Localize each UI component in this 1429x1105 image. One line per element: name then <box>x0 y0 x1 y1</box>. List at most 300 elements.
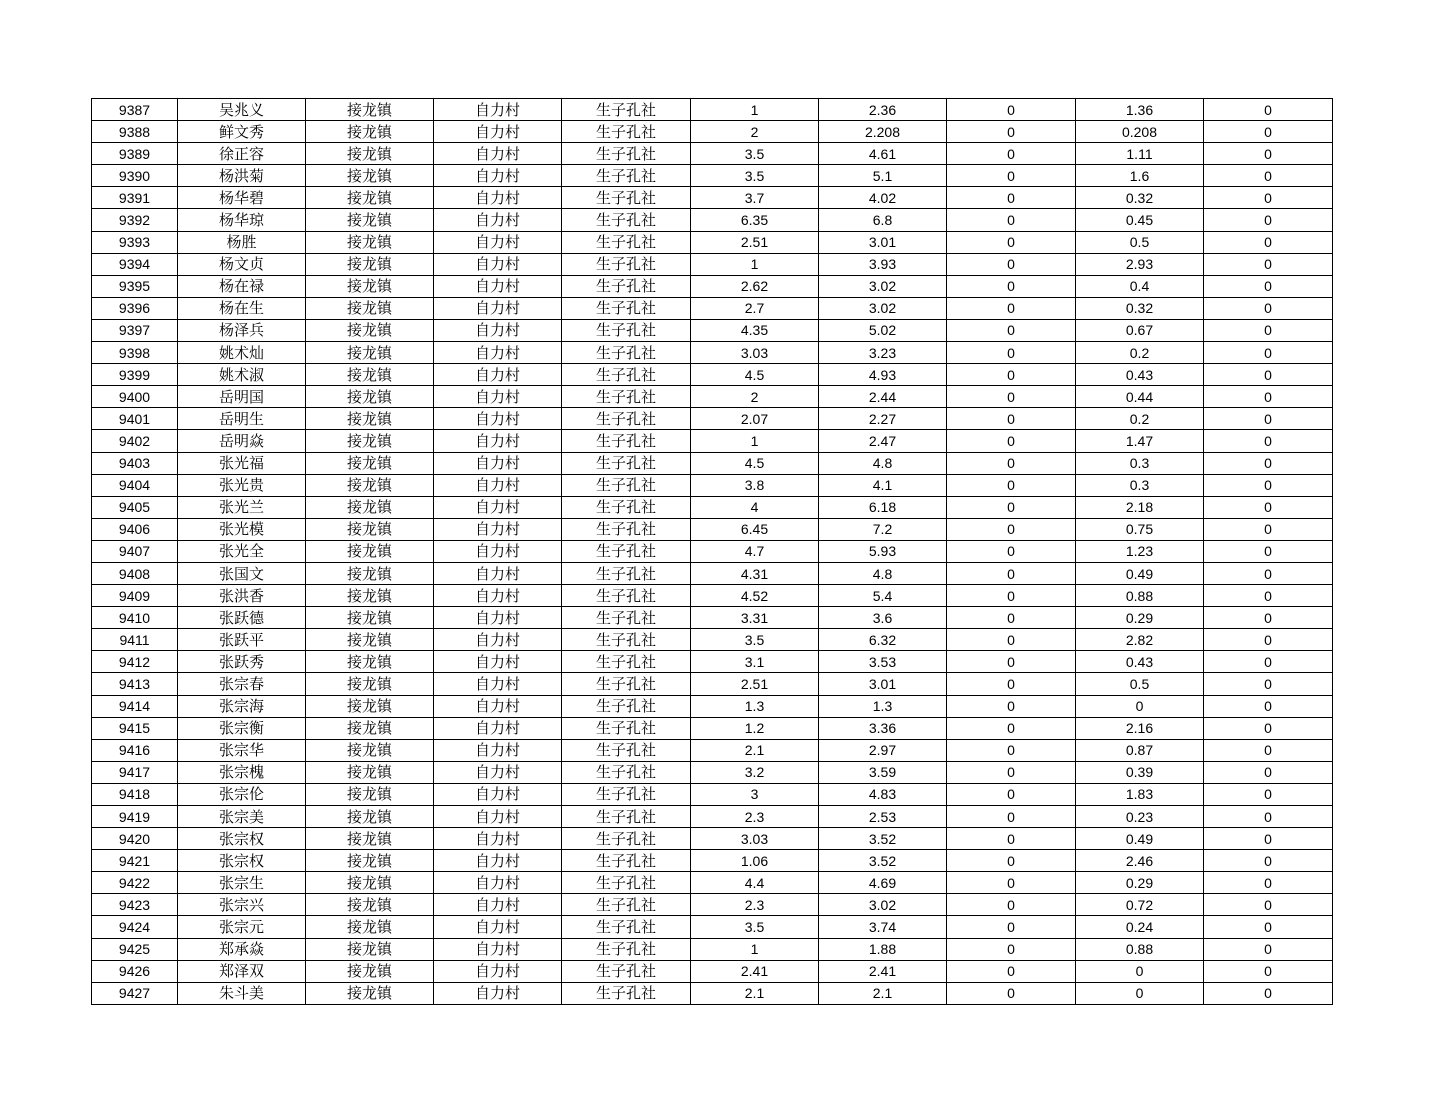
name-cell: 张跃德 <box>178 607 306 629</box>
row-id-cell: 9407 <box>92 540 178 562</box>
town-cell: 接龙镇 <box>306 518 434 540</box>
name-cell: 张宗美 <box>178 806 306 828</box>
value-5-cell: 0 <box>1204 143 1333 165</box>
value-2-cell: 4.1 <box>819 474 947 496</box>
value-3-cell: 0 <box>947 319 1076 341</box>
value-5-cell: 0 <box>1204 850 1333 872</box>
value-3-cell: 0 <box>947 695 1076 717</box>
data-table <box>91 98 1333 1005</box>
row-id-cell: 9418 <box>92 783 178 805</box>
value-2-cell: 1.88 <box>819 938 947 960</box>
group-cell: 生子孔社 <box>562 739 691 761</box>
row-id-cell: 9406 <box>92 518 178 540</box>
table-row <box>92 496 1333 518</box>
value-2-cell: 3.02 <box>819 297 947 319</box>
group-cell: 生子孔社 <box>562 187 691 209</box>
value-4-cell: 0.32 <box>1076 297 1204 319</box>
value-1-cell: 1 <box>691 99 819 121</box>
table-row <box>92 673 1333 695</box>
value-3-cell: 0 <box>947 938 1076 960</box>
village-cell: 自力村 <box>434 297 562 319</box>
row-id-cell: 9426 <box>92 960 178 982</box>
value-2-cell: 4.8 <box>819 452 947 474</box>
group-cell: 生子孔社 <box>562 894 691 916</box>
row-id-cell: 9412 <box>92 651 178 673</box>
value-1-cell: 2.1 <box>691 739 819 761</box>
value-1-cell: 3 <box>691 783 819 805</box>
town-cell: 接龙镇 <box>306 540 434 562</box>
table-row <box>92 806 1333 828</box>
village-cell: 自力村 <box>434 982 562 1004</box>
town-cell: 接龙镇 <box>306 430 434 452</box>
value-1-cell: 1.06 <box>691 850 819 872</box>
value-2-cell: 5.02 <box>819 319 947 341</box>
value-2-cell: 2.44 <box>819 386 947 408</box>
value-4-cell: 0.44 <box>1076 386 1204 408</box>
village-cell: 自力村 <box>434 629 562 651</box>
village-cell: 自力村 <box>434 894 562 916</box>
table-row <box>92 607 1333 629</box>
row-id-cell: 9387 <box>92 99 178 121</box>
value-3-cell: 0 <box>947 562 1076 584</box>
table-row <box>92 342 1333 364</box>
name-cell: 杨泽兵 <box>178 319 306 341</box>
village-cell: 自力村 <box>434 562 562 584</box>
value-4-cell: 0 <box>1076 695 1204 717</box>
row-id-cell: 9413 <box>92 673 178 695</box>
town-cell: 接龙镇 <box>306 982 434 1004</box>
name-cell: 张宗生 <box>178 872 306 894</box>
value-2-cell: 3.52 <box>819 828 947 850</box>
table-row <box>92 518 1333 540</box>
value-1-cell: 2.3 <box>691 894 819 916</box>
name-cell: 朱斗美 <box>178 982 306 1004</box>
group-cell: 生子孔社 <box>562 99 691 121</box>
value-5-cell: 0 <box>1204 717 1333 739</box>
value-2-cell: 3.36 <box>819 717 947 739</box>
value-1-cell: 4.31 <box>691 562 819 584</box>
name-cell: 张宗槐 <box>178 761 306 783</box>
value-3-cell: 0 <box>947 342 1076 364</box>
name-cell: 张宗元 <box>178 916 306 938</box>
row-id-cell: 9402 <box>92 430 178 452</box>
group-cell: 生子孔社 <box>562 960 691 982</box>
value-2-cell: 3.23 <box>819 342 947 364</box>
town-cell: 接龙镇 <box>306 629 434 651</box>
name-cell: 杨胜 <box>178 231 306 253</box>
row-id-cell: 9421 <box>92 850 178 872</box>
value-1-cell: 1 <box>691 430 819 452</box>
group-cell: 生子孔社 <box>562 342 691 364</box>
value-4-cell: 1.23 <box>1076 540 1204 562</box>
town-cell: 接龙镇 <box>306 496 434 518</box>
value-4-cell: 0.45 <box>1076 209 1204 231</box>
village-cell: 自力村 <box>434 607 562 629</box>
value-4-cell: 0.5 <box>1076 673 1204 695</box>
town-cell: 接龙镇 <box>306 960 434 982</box>
village-cell: 自力村 <box>434 474 562 496</box>
value-5-cell: 0 <box>1204 607 1333 629</box>
name-cell: 吴兆义 <box>178 99 306 121</box>
group-cell: 生子孔社 <box>562 872 691 894</box>
village-cell: 自力村 <box>434 253 562 275</box>
value-5-cell: 0 <box>1204 496 1333 518</box>
value-4-cell: 1.11 <box>1076 143 1204 165</box>
name-cell: 张宗海 <box>178 695 306 717</box>
table-row <box>92 364 1333 386</box>
table-row <box>92 629 1333 651</box>
row-id-cell: 9417 <box>92 761 178 783</box>
town-cell: 接龙镇 <box>306 143 434 165</box>
value-1-cell: 1 <box>691 253 819 275</box>
value-4-cell: 1.83 <box>1076 783 1204 805</box>
value-3-cell: 0 <box>947 540 1076 562</box>
value-5-cell: 0 <box>1204 938 1333 960</box>
row-id-cell: 9394 <box>92 253 178 275</box>
value-2-cell: 2.53 <box>819 806 947 828</box>
village-cell: 自力村 <box>434 651 562 673</box>
value-1-cell: 3.2 <box>691 761 819 783</box>
value-2-cell: 4.93 <box>819 364 947 386</box>
value-5-cell: 0 <box>1204 806 1333 828</box>
town-cell: 接龙镇 <box>306 386 434 408</box>
row-id-cell: 9398 <box>92 342 178 364</box>
table-row <box>92 121 1333 143</box>
value-2-cell: 5.1 <box>819 165 947 187</box>
value-3-cell: 0 <box>947 386 1076 408</box>
value-4-cell: 1.6 <box>1076 165 1204 187</box>
village-cell: 自力村 <box>434 960 562 982</box>
value-5-cell: 0 <box>1204 982 1333 1004</box>
group-cell: 生子孔社 <box>562 452 691 474</box>
village-cell: 自力村 <box>434 916 562 938</box>
name-cell: 鲜文秀 <box>178 121 306 143</box>
value-2-cell: 2.47 <box>819 430 947 452</box>
village-cell: 自力村 <box>434 319 562 341</box>
table-row <box>92 894 1333 916</box>
town-cell: 接龙镇 <box>306 474 434 496</box>
table-row <box>92 828 1333 850</box>
town-cell: 接龙镇 <box>306 783 434 805</box>
value-4-cell: 0.39 <box>1076 761 1204 783</box>
group-cell: 生子孔社 <box>562 408 691 430</box>
value-2-cell: 5.93 <box>819 540 947 562</box>
name-cell: 姚术灿 <box>178 342 306 364</box>
value-4-cell: 0.23 <box>1076 806 1204 828</box>
town-cell: 接龙镇 <box>306 165 434 187</box>
value-4-cell: 0.208 <box>1076 121 1204 143</box>
row-id-cell: 9425 <box>92 938 178 960</box>
row-id-cell: 9397 <box>92 319 178 341</box>
village-cell: 自力村 <box>434 761 562 783</box>
value-2-cell: 3.02 <box>819 894 947 916</box>
value-4-cell: 0.43 <box>1076 364 1204 386</box>
table-row <box>92 960 1333 982</box>
name-cell: 杨华琼 <box>178 209 306 231</box>
value-5-cell: 0 <box>1204 275 1333 297</box>
village-cell: 自力村 <box>434 783 562 805</box>
village-cell: 自力村 <box>434 187 562 209</box>
value-4-cell: 0.67 <box>1076 319 1204 341</box>
value-3-cell: 0 <box>947 982 1076 1004</box>
value-5-cell: 0 <box>1204 231 1333 253</box>
value-5-cell: 0 <box>1204 960 1333 982</box>
table-row <box>92 739 1333 761</box>
table-row <box>92 938 1333 960</box>
value-5-cell: 0 <box>1204 209 1333 231</box>
value-5-cell: 0 <box>1204 386 1333 408</box>
value-5-cell: 0 <box>1204 342 1333 364</box>
value-1-cell: 3.8 <box>691 474 819 496</box>
value-3-cell: 0 <box>947 629 1076 651</box>
table-row <box>92 187 1333 209</box>
group-cell: 生子孔社 <box>562 121 691 143</box>
value-2-cell: 6.18 <box>819 496 947 518</box>
row-id-cell: 9415 <box>92 717 178 739</box>
value-2-cell: 5.4 <box>819 585 947 607</box>
value-2-cell: 3.59 <box>819 761 947 783</box>
town-cell: 接龙镇 <box>306 253 434 275</box>
value-1-cell: 2.7 <box>691 297 819 319</box>
table-row <box>92 695 1333 717</box>
value-4-cell: 2.93 <box>1076 253 1204 275</box>
value-3-cell: 0 <box>947 297 1076 319</box>
value-3-cell: 0 <box>947 806 1076 828</box>
value-3-cell: 0 <box>947 452 1076 474</box>
value-4-cell: 0.49 <box>1076 562 1204 584</box>
value-3-cell: 0 <box>947 209 1076 231</box>
row-id-cell: 9416 <box>92 739 178 761</box>
value-4-cell: 0.43 <box>1076 651 1204 673</box>
row-id-cell: 9399 <box>92 364 178 386</box>
value-4-cell: 0.3 <box>1076 474 1204 496</box>
value-3-cell: 0 <box>947 364 1076 386</box>
town-cell: 接龙镇 <box>306 938 434 960</box>
table-row <box>92 143 1333 165</box>
value-4-cell: 0.88 <box>1076 585 1204 607</box>
town-cell: 接龙镇 <box>306 585 434 607</box>
name-cell: 杨在禄 <box>178 275 306 297</box>
value-2-cell: 3.53 <box>819 651 947 673</box>
value-4-cell: 0.88 <box>1076 938 1204 960</box>
group-cell: 生子孔社 <box>562 828 691 850</box>
group-cell: 生子孔社 <box>562 717 691 739</box>
village-cell: 自力村 <box>434 585 562 607</box>
town-cell: 接龙镇 <box>306 187 434 209</box>
value-3-cell: 0 <box>947 783 1076 805</box>
value-3-cell: 0 <box>947 275 1076 297</box>
value-1-cell: 4.5 <box>691 452 819 474</box>
value-1-cell: 3.5 <box>691 143 819 165</box>
name-cell: 张跃平 <box>178 629 306 651</box>
value-3-cell: 0 <box>947 717 1076 739</box>
group-cell: 生子孔社 <box>562 695 691 717</box>
name-cell: 张光兰 <box>178 496 306 518</box>
value-3-cell: 0 <box>947 872 1076 894</box>
row-id-cell: 9424 <box>92 916 178 938</box>
value-3-cell: 0 <box>947 99 1076 121</box>
value-2-cell: 3.74 <box>819 916 947 938</box>
village-cell: 自力村 <box>434 828 562 850</box>
value-1-cell: 4.7 <box>691 540 819 562</box>
value-1-cell: 6.35 <box>691 209 819 231</box>
value-1-cell: 2.3 <box>691 806 819 828</box>
value-2-cell: 4.83 <box>819 783 947 805</box>
village-cell: 自力村 <box>434 386 562 408</box>
value-3-cell: 0 <box>947 607 1076 629</box>
value-5-cell: 0 <box>1204 916 1333 938</box>
table-row <box>92 165 1333 187</box>
name-cell: 岳明生 <box>178 408 306 430</box>
value-5-cell: 0 <box>1204 99 1333 121</box>
value-5-cell: 0 <box>1204 673 1333 695</box>
group-cell: 生子孔社 <box>562 540 691 562</box>
town-cell: 接龙镇 <box>306 364 434 386</box>
town-cell: 接龙镇 <box>306 275 434 297</box>
value-2-cell: 3.52 <box>819 850 947 872</box>
town-cell: 接龙镇 <box>306 651 434 673</box>
value-3-cell: 0 <box>947 739 1076 761</box>
value-1-cell: 1.3 <box>691 695 819 717</box>
row-id-cell: 9422 <box>92 872 178 894</box>
name-cell: 张宗春 <box>178 673 306 695</box>
village-cell: 自力村 <box>434 121 562 143</box>
village-cell: 自力村 <box>434 695 562 717</box>
value-5-cell: 0 <box>1204 121 1333 143</box>
table-row <box>92 319 1333 341</box>
village-cell: 自力村 <box>434 739 562 761</box>
village-cell: 自力村 <box>434 717 562 739</box>
town-cell: 接龙镇 <box>306 452 434 474</box>
value-4-cell: 0 <box>1076 960 1204 982</box>
value-4-cell: 0.72 <box>1076 894 1204 916</box>
row-id-cell: 9409 <box>92 585 178 607</box>
value-2-cell: 4.02 <box>819 187 947 209</box>
value-2-cell: 2.208 <box>819 121 947 143</box>
town-cell: 接龙镇 <box>306 607 434 629</box>
value-2-cell: 3.01 <box>819 231 947 253</box>
value-3-cell: 0 <box>947 518 1076 540</box>
group-cell: 生子孔社 <box>562 916 691 938</box>
group-cell: 生子孔社 <box>562 783 691 805</box>
village-cell: 自力村 <box>434 938 562 960</box>
group-cell: 生子孔社 <box>562 496 691 518</box>
town-cell: 接龙镇 <box>306 297 434 319</box>
value-4-cell: 0.87 <box>1076 739 1204 761</box>
village-cell: 自力村 <box>434 143 562 165</box>
value-4-cell: 0.75 <box>1076 518 1204 540</box>
value-2-cell: 4.8 <box>819 562 947 584</box>
group-cell: 生子孔社 <box>562 386 691 408</box>
value-4-cell: 0.2 <box>1076 342 1204 364</box>
value-1-cell: 3.1 <box>691 651 819 673</box>
name-cell: 张宗华 <box>178 739 306 761</box>
group-cell: 生子孔社 <box>562 209 691 231</box>
group-cell: 生子孔社 <box>562 518 691 540</box>
row-id-cell: 9427 <box>92 982 178 1004</box>
village-cell: 自力村 <box>434 806 562 828</box>
value-2-cell: 3.6 <box>819 607 947 629</box>
group-cell: 生子孔社 <box>562 651 691 673</box>
row-id-cell: 9393 <box>92 231 178 253</box>
row-id-cell: 9389 <box>92 143 178 165</box>
value-2-cell: 2.1 <box>819 982 947 1004</box>
table-row <box>92 585 1333 607</box>
value-2-cell: 7.2 <box>819 518 947 540</box>
row-id-cell: 9411 <box>92 629 178 651</box>
value-3-cell: 0 <box>947 651 1076 673</box>
town-cell: 接龙镇 <box>306 342 434 364</box>
value-5-cell: 0 <box>1204 783 1333 805</box>
group-cell: 生子孔社 <box>562 231 691 253</box>
value-3-cell: 0 <box>947 121 1076 143</box>
value-4-cell: 0.29 <box>1076 872 1204 894</box>
town-cell: 接龙镇 <box>306 562 434 584</box>
town-cell: 接龙镇 <box>306 121 434 143</box>
name-cell: 张宗权 <box>178 850 306 872</box>
value-3-cell: 0 <box>947 165 1076 187</box>
group-cell: 生子孔社 <box>562 673 691 695</box>
name-cell: 张洪香 <box>178 585 306 607</box>
group-cell: 生子孔社 <box>562 297 691 319</box>
row-id-cell: 9410 <box>92 607 178 629</box>
value-3-cell: 0 <box>947 187 1076 209</box>
value-5-cell: 0 <box>1204 761 1333 783</box>
group-cell: 生子孔社 <box>562 474 691 496</box>
village-cell: 自力村 <box>434 165 562 187</box>
name-cell: 杨洪菊 <box>178 165 306 187</box>
value-5-cell: 0 <box>1204 518 1333 540</box>
table-row <box>92 386 1333 408</box>
value-2-cell: 3.93 <box>819 253 947 275</box>
name-cell: 张国文 <box>178 562 306 584</box>
value-2-cell: 6.8 <box>819 209 947 231</box>
value-3-cell: 0 <box>947 496 1076 518</box>
table-row <box>92 982 1333 1004</box>
table-row <box>92 761 1333 783</box>
value-2-cell: 4.69 <box>819 872 947 894</box>
table-row <box>92 850 1333 872</box>
value-2-cell: 2.41 <box>819 960 947 982</box>
table-row <box>92 872 1333 894</box>
name-cell: 郑承焱 <box>178 938 306 960</box>
value-5-cell: 0 <box>1204 540 1333 562</box>
value-3-cell: 0 <box>947 585 1076 607</box>
value-4-cell: 1.47 <box>1076 430 1204 452</box>
value-3-cell: 0 <box>947 761 1076 783</box>
value-1-cell: 3.5 <box>691 165 819 187</box>
village-cell: 自力村 <box>434 496 562 518</box>
name-cell: 张跃秀 <box>178 651 306 673</box>
town-cell: 接龙镇 <box>306 717 434 739</box>
value-2-cell: 1.3 <box>819 695 947 717</box>
village-cell: 自力村 <box>434 430 562 452</box>
value-2-cell: 4.61 <box>819 143 947 165</box>
value-1-cell: 4.52 <box>691 585 819 607</box>
name-cell: 张宗伦 <box>178 783 306 805</box>
value-1-cell: 4.4 <box>691 872 819 894</box>
village-cell: 自力村 <box>434 231 562 253</box>
value-4-cell: 0.24 <box>1076 916 1204 938</box>
town-cell: 接龙镇 <box>306 828 434 850</box>
value-4-cell: 0.49 <box>1076 828 1204 850</box>
name-cell: 张光贵 <box>178 474 306 496</box>
table-row <box>92 651 1333 673</box>
row-id-cell: 9419 <box>92 806 178 828</box>
value-5-cell: 0 <box>1204 430 1333 452</box>
group-cell: 生子孔社 <box>562 938 691 960</box>
value-5-cell: 0 <box>1204 872 1333 894</box>
